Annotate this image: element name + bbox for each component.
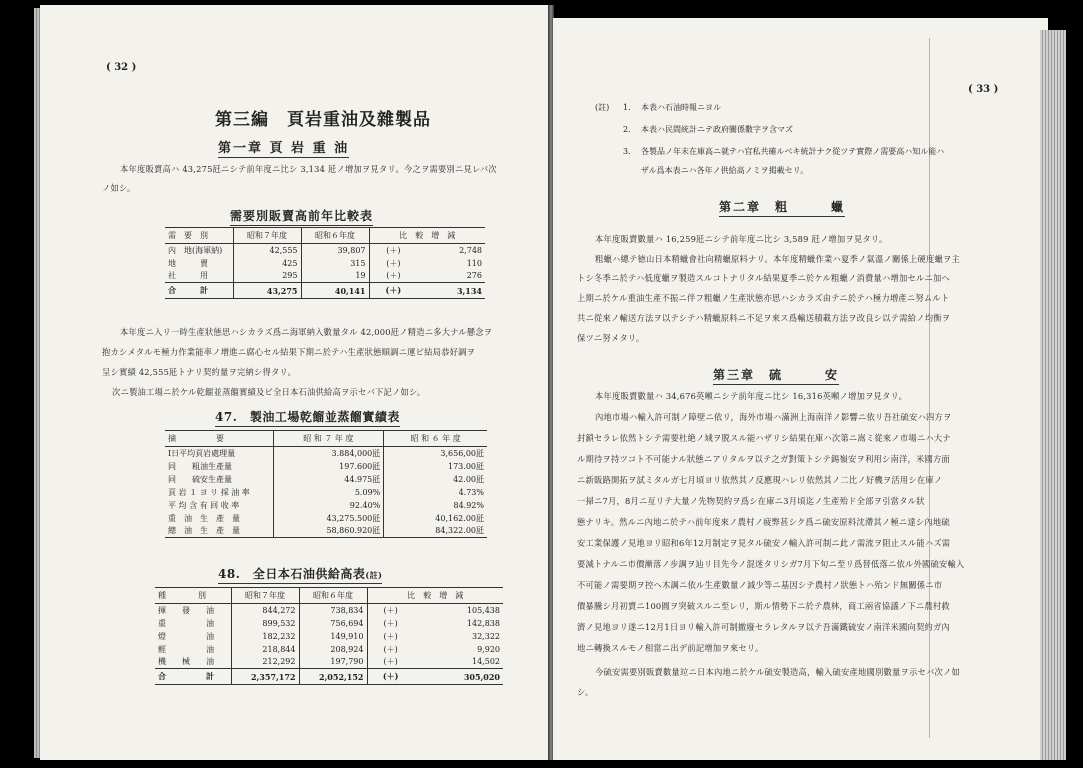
note-number: 2. — [623, 125, 631, 134]
cell: 276 — [466, 271, 482, 281]
row-label: 重 油 — [158, 618, 214, 628]
cell: 3,134 — [417, 283, 485, 299]
row-label: 同 粗油生產量 — [168, 461, 232, 471]
row-label: I日平均頁岩處理量 — [168, 448, 236, 458]
paragraph-line: 今硫安需要別販賣數量竝ニ日本內地ニ於ケル硫安製造高，輸入硫安產地國別數量ヲ示セバ次ノ如 — [595, 667, 960, 677]
cell: 9,920 — [477, 644, 500, 654]
table-title-note: (註) — [365, 570, 383, 580]
row-label: 內 地(海軍納) — [168, 245, 223, 255]
note-number: 1. — [623, 103, 631, 112]
table-row — [165, 486, 487, 499]
row-label: 地 賣 — [168, 258, 208, 268]
sign-cell: (＋) — [369, 244, 417, 257]
column-header: 昭和６年度 — [299, 588, 367, 604]
row-label: 同 硫安生產量 — [168, 474, 232, 484]
cell: 295 — [233, 270, 301, 283]
table-title — [218, 565, 382, 584]
paragraph-line: 安工業保護ノ見地ヨリ昭和6年12月制定ヲ見タル硫安ノ輸入許可制ニ此ノ需流ヲ阻止スル能ハズ需 — [577, 538, 951, 548]
table-row — [155, 604, 503, 617]
cell: 32,322 — [472, 631, 500, 641]
demand-sales-table — [165, 227, 485, 299]
paragraph-line: 要減トナルニ市價漸落ノ步調ヲ辿リ目先今ノ混迷タリシガ7月下旬ニ至リ爲替低落ニ依ル外國硫安輸入 — [577, 559, 965, 569]
table-title-text: 48. 全日本石油供給高表 — [218, 567, 366, 581]
sign-cell: (＋) — [367, 604, 414, 617]
column-header: 昭 和 ７ 年 度 — [273, 431, 384, 447]
table-title: 需要別販賣高前年比較表 — [230, 207, 373, 226]
row-label: 機 械 油 — [158, 657, 214, 667]
left-page — [40, 5, 550, 760]
cell: 43,275.500瓩 — [273, 512, 384, 525]
row-label: 揮 發 油 — [158, 605, 214, 615]
column-header: 摘 要 — [165, 431, 273, 447]
paragraph-line: 抱カシメタルモ極力作業能率ノ增進ニ腐心セル結果下期ニ於テハ生產狀態順調ニ運ビ結局恭好調ヲ — [102, 347, 476, 357]
row-label: 平 均 含 有 回 收 率 — [168, 500, 240, 510]
table-header-row — [165, 228, 485, 244]
paragraph-line: 本年度ニ入リ一時生產狀態思ハシカラズ爲ニ海軍納入數量タル 42,000瓩ノ精造ニ多大ナル懸念ヲ — [120, 327, 493, 337]
table-row — [155, 643, 503, 656]
sign-cell: (＋) — [367, 630, 414, 643]
cell: 40,141 — [301, 283, 369, 299]
paragraph-line: 一掃ニ7月，8月ニ亙リテ大量ノ先物契約ヲ爲シ在庫ニ3月頃迄ノ生產殆ド全部ヲ引當タル狀 — [577, 496, 925, 506]
note-number: 3. — [623, 147, 631, 156]
paragraph-line: 濟ノ見地ヨリ遂ニ12月1日ヨリ輸入許可制撤廢セラレタルヲ以テ吾滿鐵硫安ノ南洋米國向契約ガ內 — [577, 622, 950, 632]
chapter-title: 第二章 粗 蠟 — [719, 198, 845, 217]
cell: 738,834 — [299, 604, 367, 617]
sign-cell: (＋) — [367, 656, 414, 669]
table-row — [165, 512, 487, 525]
cell: 173.00瓩 — [384, 460, 487, 473]
table-row — [165, 270, 485, 283]
table-header-row — [155, 588, 503, 604]
sign-cell: (＋) — [369, 283, 417, 299]
cell: 305,020 — [414, 669, 503, 685]
row-label: 合 計 — [165, 283, 233, 299]
right-page — [553, 18, 1048, 760]
cell: 315 — [301, 257, 369, 270]
row-label: 輕 油 — [158, 644, 214, 654]
column-header: 比 較 增 減 — [369, 228, 485, 244]
cell: 197,790 — [299, 656, 367, 669]
cell: 756,694 — [299, 617, 367, 630]
sign-cell: (＋) — [369, 257, 417, 270]
page-number: ( 32 ) — [106, 62, 137, 73]
paragraph-line: シ。 — [577, 687, 594, 697]
cell: 2,052,152 — [299, 669, 367, 685]
chapter-title: 第一章 頁 岩 重 油 — [218, 137, 349, 158]
table-row — [155, 630, 503, 643]
column-header: 昭 和 ６ 年 度 — [384, 431, 487, 447]
cell: 212,292 — [231, 656, 299, 669]
chapter-title: 第三章 硫 安 — [713, 366, 839, 385]
table-row — [165, 244, 485, 257]
paragraph-line: 上期ニ於ケル重油生產不振ニ伴フ粗蠟ノ生產狀態亦思ハシカラズ由テニ於テハ極力増產ニ努ムルト — [577, 293, 950, 303]
column-header: 種 別 — [155, 588, 231, 604]
paragraph-line: 次ニ製油工場ニ於ケル乾餾並蒸餾實績及ビ全日本石油供給高ヲ示セバ下記ノ如シ。 — [112, 387, 426, 397]
column-header: 需 要 別 — [165, 228, 233, 244]
refinery-results-table — [165, 430, 487, 538]
sign-cell: (＋) — [369, 270, 417, 283]
cell: 92.40% — [273, 499, 384, 512]
note-text: ザル爲本表ニハ各年ノ供給高ノミヲ掲載セリ。 — [641, 166, 809, 175]
row-label: 燈 油 — [158, 631, 214, 641]
column-header: 昭和７年度 — [231, 588, 299, 604]
table-row — [165, 499, 487, 512]
paragraph-line: 地ニ轉換スルモノ相當ニ出デ前記增加ヲ來セリ。 — [577, 643, 764, 653]
cell: 182,232 — [231, 630, 299, 643]
paragraph-line: 粗蠟ハ總テ徳山日本精蠟會社向精蠟原料ナリ。本年度精蠟作業ハ夏季ノ氣溫ノ關係上硬度蠟ヲ主 — [595, 254, 960, 264]
cell: 58,860.920瓩 — [273, 525, 384, 538]
cell: 3.884,000瓩 — [273, 447, 384, 460]
column-header: 比 較 增 減 — [367, 588, 503, 604]
cell: 3,656,00瓩 — [384, 447, 487, 460]
cell: 149,910 — [299, 630, 367, 643]
paragraph-line: 本年度販賣數量ハ 34,676英噸ニシテ前年度ニ比シ 16,316英噸ノ增加ヲ見タリ。 — [595, 391, 908, 401]
cell: 39,807 — [301, 244, 369, 257]
cell: 42,555 — [233, 244, 301, 257]
paragraph-line: ニ新販路開拓ヲ試ミタルガ七月頃ヨリ依然其ノ反應現ハレリ依然其ノ二比ノ好機ヲ活用シ在庫ノ — [577, 475, 943, 485]
intro-line: 本年度販賣高ハ 43,275瓩ニシテ前年度ニ比シ 3,134 瓩ノ增加ヲ見タリ。今之ヲ需要別ニ見レバ次 — [120, 164, 497, 174]
cell: 19 — [301, 270, 369, 283]
note-text: 本表ハ民間統計ニテ政府關係數字ヲ含マズ — [641, 125, 793, 134]
sign-cell: (＋) — [367, 617, 414, 630]
cell: 44.975瓩 — [273, 473, 384, 486]
cell: 42.00瓩 — [384, 473, 487, 486]
cell: 105,438 — [466, 605, 500, 615]
cell: 899,532 — [231, 617, 299, 630]
paragraph-line: 不可能ノ需要期ヲ控ヘ木調ニ依ル生產數量ノ減少等ニ基因シテ農村ノ狀態トハ殆ンド無關係ニ市 — [577, 580, 943, 590]
cell: 14,502 — [472, 657, 500, 667]
scan-artifact-line — [929, 38, 930, 738]
paragraph-line: 共ニ從來ノ輸送方法ヲ以テシテハ精蠟原料ニ不足ヲ來ス爲輸送積載方法ヲ改良シ以テ需給ノ均衡ヲ — [577, 313, 951, 323]
table-row — [165, 257, 485, 270]
cell: 40,162.00瓩 — [384, 512, 487, 525]
paragraph-line: 態ナリキ。然ルニ內地ニ於テハ前年度來ノ農村ノ疲弊甚シク爲ニ硫安原料沈滯其ノ極ニ達シ內地硫 — [577, 517, 950, 527]
paragraph-line: 內地市場ハ輸入許可制ノ障壁ニ依リ，海外市場ハ滿洲上海南洋ノ影響ニ依リ吾社硫安ハ四方ヲ — [595, 412, 952, 422]
cell: 43,275 — [233, 283, 301, 299]
sign-cell: (＋) — [367, 643, 414, 656]
cell: 2,357,172 — [231, 669, 299, 685]
table-row — [165, 460, 487, 473]
column-header: 昭和６年度 — [301, 228, 369, 244]
part-title: 第三編 頁岩重油及雜製品 — [215, 110, 431, 130]
row-label: 總 油 生 產 量 — [168, 526, 240, 536]
table-row — [155, 656, 503, 669]
paragraph-line: トシ冬季ニ於テハ低度蠟ヲ製造スルコトナリタル結果夏季ニ於ケル粗蠟ノ消費量ハ增加セルニ加ヘ — [577, 273, 950, 283]
table-row — [165, 525, 487, 538]
paragraph-line: 封鎖セラレ依然トシテ需要杜絶ノ域ヲ脱スル能ハザリシ結果在庫ハ次第ニ嵩ミ從來ノ市場ニハ大ナ — [577, 433, 951, 443]
table-row — [155, 617, 503, 630]
row-label: 社 用 — [168, 271, 208, 281]
cell: 218,844 — [231, 643, 299, 656]
paragraph-line: ル期待ヲ持ツコト不可能ナル狀態ニアリタルヲ以テ之ガ對策トシテ錫嶺安ヲ利用シ南洋，米國方面 — [577, 454, 950, 464]
page-number: ( 33 ) — [968, 84, 999, 95]
row-label: 合 計 — [155, 669, 231, 685]
total-row — [155, 669, 503, 685]
table-title: 47. 製油工場乾餾並蒸餾實績表 — [215, 408, 400, 427]
total-row — [165, 283, 485, 299]
row-label: 頁 岩 １ ヨ リ 採 油 率 — [168, 487, 250, 497]
sign-cell: (＋) — [367, 669, 414, 685]
note-text: 本表ハ石油時報ニヨル — [641, 103, 721, 112]
cell: 110 — [466, 258, 482, 268]
paragraph-line: 呈シ實績 42,555瓩トナリ契約量ヲ完納シ得タリ。 — [102, 367, 297, 377]
notes-label: (註) — [595, 103, 610, 112]
paragraph-line: 價暴騰シ月初賣ニ100圓ヲ突破スルニ至レリ，斯ル情勢下ニ於テ農林，商工兩省協議ノ下ニ農村救 — [577, 601, 950, 611]
cell: 84.92% — [384, 499, 487, 512]
paragraph-line: 本年度販賣數量ハ 16,259瓩ニシテ前年度ニ比シ 3,589 瓩ノ增加ヲ見タリ。 — [595, 234, 888, 244]
cell: 425 — [233, 257, 301, 270]
cell: 84,322.00瓩 — [384, 525, 487, 538]
cell: 4.73% — [384, 486, 487, 499]
row-label: 重 油 生 產 量 — [168, 513, 240, 523]
intro-line: ノ如シ。 — [102, 183, 136, 193]
table-row — [165, 447, 487, 460]
cell: 142,838 — [466, 618, 500, 628]
column-header: 昭和７年度 — [233, 228, 301, 244]
cell: 844,272 — [231, 604, 299, 617]
cell: 5.09% — [273, 486, 384, 499]
cell: 2,748 — [459, 245, 482, 255]
cell: 208,924 — [299, 643, 367, 656]
note-text: 各製品ノ年末在庫高ニ就テハ官私共確ルベキ統計ナク從ツテ實際ノ需要高ハ知ル能ハ — [641, 147, 945, 156]
table-row — [165, 473, 487, 486]
cell: 197.600瓩 — [273, 460, 384, 473]
paragraph-line: 保ツニ努メタリ。 — [577, 333, 645, 343]
page-edge-right — [1040, 30, 1066, 760]
table-header-row — [165, 431, 487, 447]
oil-supply-table — [155, 587, 503, 685]
